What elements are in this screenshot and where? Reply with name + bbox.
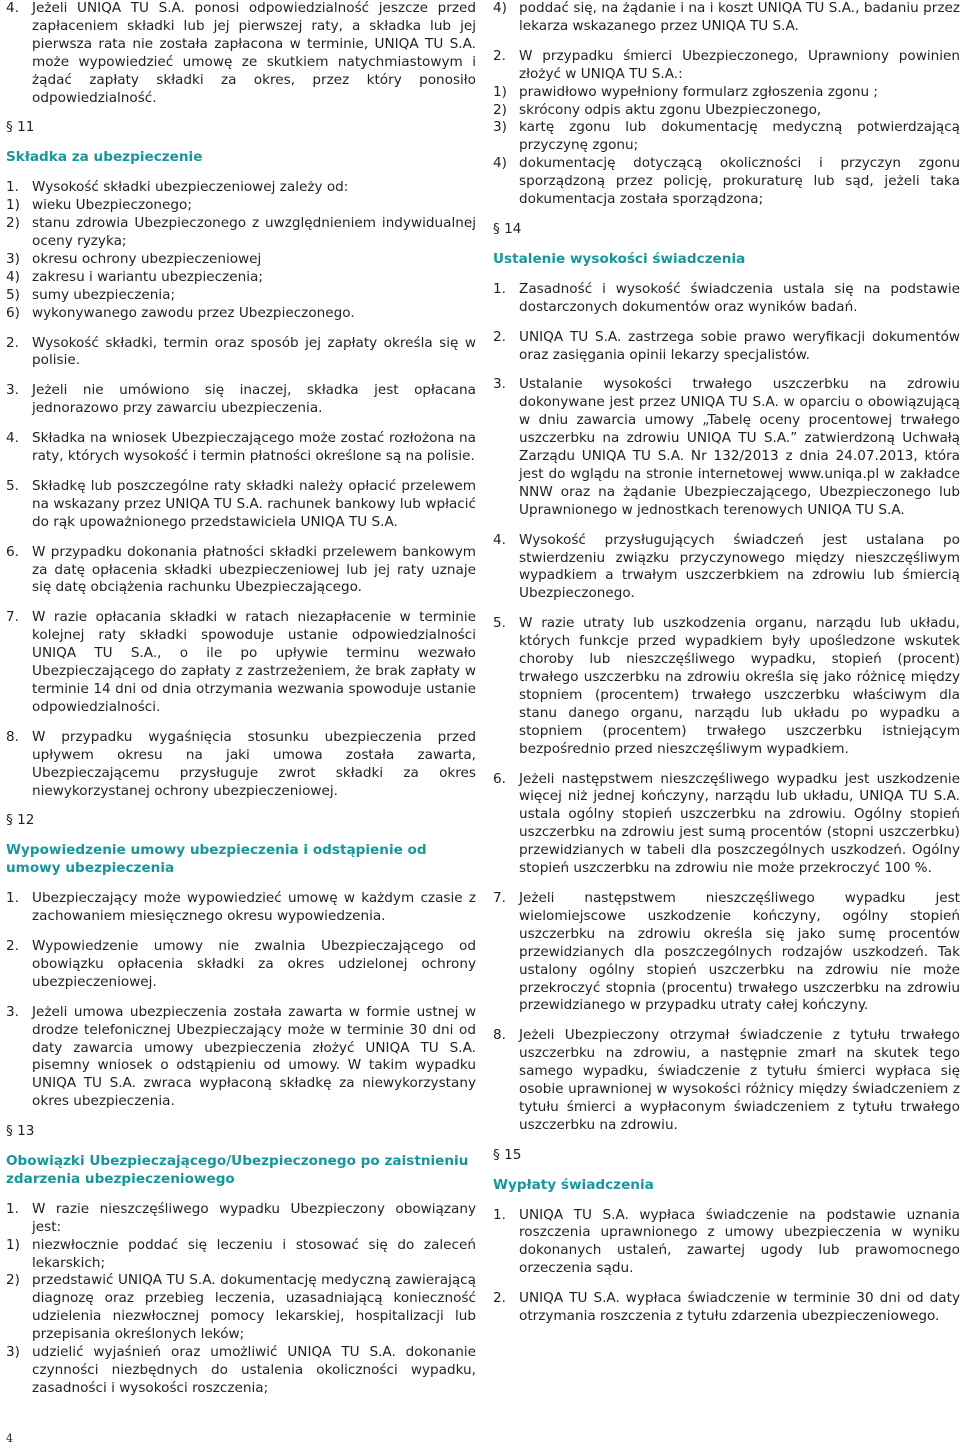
list-item: 3) kartę zgonu lub dokumentację medyczną potwierdzającą przyczynę zgonu; bbox=[493, 119, 960, 154]
list-item: 2) skrócony odpis aktu zgonu Ubezpieczonego, bbox=[493, 101, 822, 118]
list-item: 2) stanu zdrowia Ubezpieczonego z uwzględnieniem indywidualnej oceny ryzyka; bbox=[6, 215, 476, 249]
paragraph: 2. UNIQA TU S.A. wypłaca świadczenie w terminie 30 dni od daty otrzymania roszczenia z tytułu zdarzenia ubezpieczeniowego. bbox=[493, 1290, 960, 1325]
paragraph: 4. Wysokość przysługujących świadczeń jest ustalana po stwierdzeniu związku przyczynowego między nieszczęśliwym wypadkiem a trwałym uszczerbkiem na zdrowiu lub śmiercią Ubezpieczonego. bbox=[493, 531, 960, 602]
paragraph: 5. W razie utraty lub uszkodzenia organu, narządu lub układu, których funkcje przed wypadkiem były upośledzone wskutek choroby lub nieszczęśliwego wypadku, stopień (procent) trwałego uszczerbku na zdrowiu określa się jako różnicę między stopniem (procentem) trwałego uszczerbku właściwym dla stanu danego organu, narządu lub układu po wypadku a stopniem (procentem) trwałego uszczerbku istniejącym bezpośrednio przed nieszczęśliwym wypadkiem. bbox=[493, 615, 960, 757]
paragraph: 2. UNIQA TU S.A. zastrzega sobie prawo weryfikacji dokumentów oraz zasięgania opinii lekarzy specjalistów. bbox=[493, 328, 960, 363]
paragraph: 8. Jeżeli Ubezpieczony otrzymał świadczenie z tytułu trwałego uszczerbku na zdrowiu, a następnie zmarł na skutek tego samego wypadku, świadczenie z tytułu śmierci wypłaca się osobie uprawnionej w wysokości różnicy między świadczeniem z tytułu śmierci a wypłaconym świadczeniem z tytułu trwałego uszczerbku na zdrowiu. bbox=[493, 1027, 960, 1133]
list-item: 4) poddać się, na żądanie i na i koszt UNIQA TU S.A., badaniu przez lekarza wskazanego przez UNIQA TU S.A. bbox=[493, 0, 960, 34]
paragraph: 4. Jeżeli UNIQA TU S.A. ponosi odpowiedzialność jeszcze przed zapłaceniem składki lub jej pierwszej raty, a składka lub jej pierwsza rata nie została zapłacona w terminie, UNIQA TU S.A. może wypowiedzieć umowę ze skutkiem natychmiastowym i żądać zapłaty składki za okres, przez który ponosiło odpowiedzialność. bbox=[6, 0, 476, 106]
right-column bbox=[493, 0, 960, 1326]
paragraph: 6. W przypadku dokonania płatności składki przelewem bankowym za datę opłacenia składki ubezpieczeniowej lub jej raty uznaje się datę obciążenia rachunku Ubezpieczającego. bbox=[6, 543, 476, 596]
list-item: 1) prawidłowo wypełniony formularz zgłoszenia zgonu ; bbox=[493, 83, 878, 100]
section-title-13: Obowiązki Ubezpieczającego/Ubezpieczonego po zaistnieniu zdarzenia ubezpieczeniowego bbox=[6, 1153, 469, 1187]
paragraph: 4. Składka na wniosek Ubezpieczającego może zostać rozłożona na raty, których wysokość i termin płatności określone są na polisie. bbox=[6, 430, 476, 465]
section-title-14: Ustalenie wysokości świadczenia bbox=[493, 250, 746, 267]
section-title-12: Wypowiedzenie umowy ubezpieczenia i odstąpienie od umowy ubezpieczenia bbox=[6, 842, 427, 877]
paragraph: 1. UNIQA TU S.A. wypłaca świadczenie na podstawie uznania roszczenia uprawnionego z umowy ubezpieczenia w wyniku dokonanych ustaleń, zawartej ugody lub prawomocnego orzeczenia sądu. bbox=[493, 1206, 960, 1277]
list-item: 4) zakresu i wariantu ubezpieczenia; bbox=[6, 268, 263, 285]
paragraph: 1. Wysokość składki ubezpieczeniowej zależy od: bbox=[6, 179, 349, 196]
paragraph: 1. W razie nieszczęśliwego wypadku Ubezpieczony obowiązany jest: bbox=[6, 1200, 476, 1235]
paragraph: 2. Wysokość składki, termin oraz sposób jej zapłaty określa się w polisie. bbox=[6, 334, 476, 369]
list-item: 3) udzielić wyjaśnień oraz umożliwić UNIQA TU S.A. dokonanie czynności niezbędnych do ustalenia okoliczności wypadku, zasadności i wysokości roszczenia; bbox=[6, 1344, 476, 1396]
page-number: 4 bbox=[6, 1432, 13, 1445]
section-sign-15: § 15 bbox=[493, 1146, 522, 1163]
paragraph: 2. Wypowiedzenie umowy nie zwalnia Ubezpieczającego od obowiązku opłacenia składki za okres udzielonej ochrony ubezpieczeniowej. bbox=[6, 937, 476, 990]
paragraph: 3. Jeżeli nie umówiono się inaczej, składka jest opłacana jednorazowo przy zawarciu ubezpieczenia. bbox=[6, 382, 476, 417]
section-title-15: Wypłaty świadczenia bbox=[493, 1176, 654, 1193]
section-sign-13: § 13 bbox=[6, 1123, 35, 1140]
paragraph: 6. Jeżeli następstwem nieszczęśliwego wypadku jest uszkodzenie więcej niż jednej kończyny, narządu lub układu, UNIQA TU S.A. ustala ogólny stopień uszczerbku na zdrowiu. Ogólny stopień uszczerbku na zdrowiu jest sumą procentów (stopni uszczerbku) przewidzianych w tabeli dla poszczególnych uszkodzeń. Ogólny stopień uszczerbku na zdrowiu nie może przekroczyć 100 %. bbox=[493, 770, 960, 877]
left-column bbox=[6, 0, 476, 1398]
paragraph: 3. Ustalanie wysokości trwałego uszczerbku na zdrowiu dokonywane jest przez UNIQA TU S.A. w oparciu o obowiązującą w dniu zawarcia umowy „Tabelę oceny procentowej trwałego uszczerbku na zdrowiu UNIQA TU S.A.” zatwierdzoną Uchwałą Zarządu UNIQA TU S.A. Nr 132/2013 z dnia 24.07.2013, która jest do wglądu na stronie internetowej www.uniqa.pl w zakładce NNW oraz na żądanie Ubezpieczającego, Ubezpieczonego lub Uprawnionego w jednostkach terenowych UNIQA TU S.A. bbox=[493, 376, 960, 518]
paragraph: 1. Zasadność i wysokość świadczenia ustala się na podstawie dostarczonych dokumentów oraz wyników badań. bbox=[493, 280, 960, 315]
paragraph: 5. Składkę lub poszczególne raty składki należy opłacić przelewem na wskazany przez UNIQA TU S.A. rachunek bankowy lub wpłacić do rąk upoważnionego przedstawiciela UNIQA TU S.A. bbox=[6, 477, 476, 530]
section-sign-12: § 12 bbox=[6, 812, 35, 829]
section-sign-14: § 14 bbox=[493, 220, 522, 237]
section-sign-11: § 11 bbox=[6, 119, 35, 136]
paragraph: 3. Jeżeli umowa ubezpieczenia została zawarta w formie ustnej w drodze telefonicznej Ubezpieczający może w terminie 30 dni od daty zawarcia umowy ubezpieczenia złożyć UNIQA TU S.A. pisemny wniosek o odstąpieniu od umowy. W takim wypadku UNIQA TU S.A. zwraca wypłaconą składkę za niewykorzystany okres ubezpieczenia. bbox=[6, 1003, 476, 1110]
list-item: 5) sumy ubezpieczenia; bbox=[6, 286, 176, 303]
paragraph: 2. W przypadku śmierci Ubezpieczonego, Uprawniony powinien złożyć w UNIQA TU S.A.: bbox=[493, 47, 960, 82]
paragraph: 7. Jeżeli następstwem nieszczęśliwego wypadku jest wielomiejscowe uszkodzenie kończyny, ogólny stopień uszczerbku na zdrowiu określa się jako sumę procentów przewidzianych dla poszczególnych rodzajów uszkodzeń. Tak ustalony ogólny stopień uszczerbku na zdrowiu nie może przekroczyć stopnia (procentu) trwałego uszczerbku na zdrowiu przewidzianego w przypadku utraty całej kończyny. bbox=[493, 889, 960, 1014]
list-item: 4) dokumentację dotyczącą okoliczności i przyczyn zgonu sporządzoną przez policję, prokuraturę lub sąd, jeżeli taka dokumentacja została sporządzona; bbox=[493, 155, 960, 208]
paragraph: 1. Ubezpieczający może wypowiedzieć umowę w każdym czasie z zachowaniem miesięcznego okresu wypowiedzenia. bbox=[6, 890, 476, 925]
list-item: 1) niezwłocznie poddać się leczeniu i stosować się do zaleceń lekarskich; bbox=[6, 1236, 476, 1271]
section-title-11: Składka za ubezpieczenie bbox=[6, 149, 203, 166]
list-item: 1) wieku Ubezpieczonego; bbox=[6, 197, 192, 214]
list-item: 3) okresu ochrony ubezpieczeniowej bbox=[6, 250, 262, 267]
list-item: 6) wykonywanego zawodu przez Ubezpieczonego. bbox=[6, 304, 355, 321]
list-item: 2) przedstawić UNIQA TU S.A. dokumentację medyczną zawierającą diagnozę oraz przebieg leczenia, uzasadniającą konieczność udzielenia niezwłocznej pomocy lekarskiej, hospitalizacji lub przepisania określonych leków; bbox=[6, 1272, 476, 1343]
paragraph: 8. W przypadku wygaśnięcia stosunku ubezpieczenia przed upływem okresu na jaki umowa została zawarta, Ubezpieczającemu przysługuje zwrot składki za okres niewykorzystanej ochrony ubezpieczeniowej. bbox=[6, 728, 476, 799]
paragraph: 7. W razie opłacania składki w ratach niezapłacenie w terminie kolejnej raty składki spowoduje ustanie odpowiedzialności UNIQA TU S.A., o ile po upływie terminu wezwało Ubezpieczającego do zapłaty z zastrzeżeniem, że brak zapłaty w terminie 14 dni od dnia otrzymania wezwania spowoduje ustanie odpowiedzialności. bbox=[6, 609, 476, 715]
